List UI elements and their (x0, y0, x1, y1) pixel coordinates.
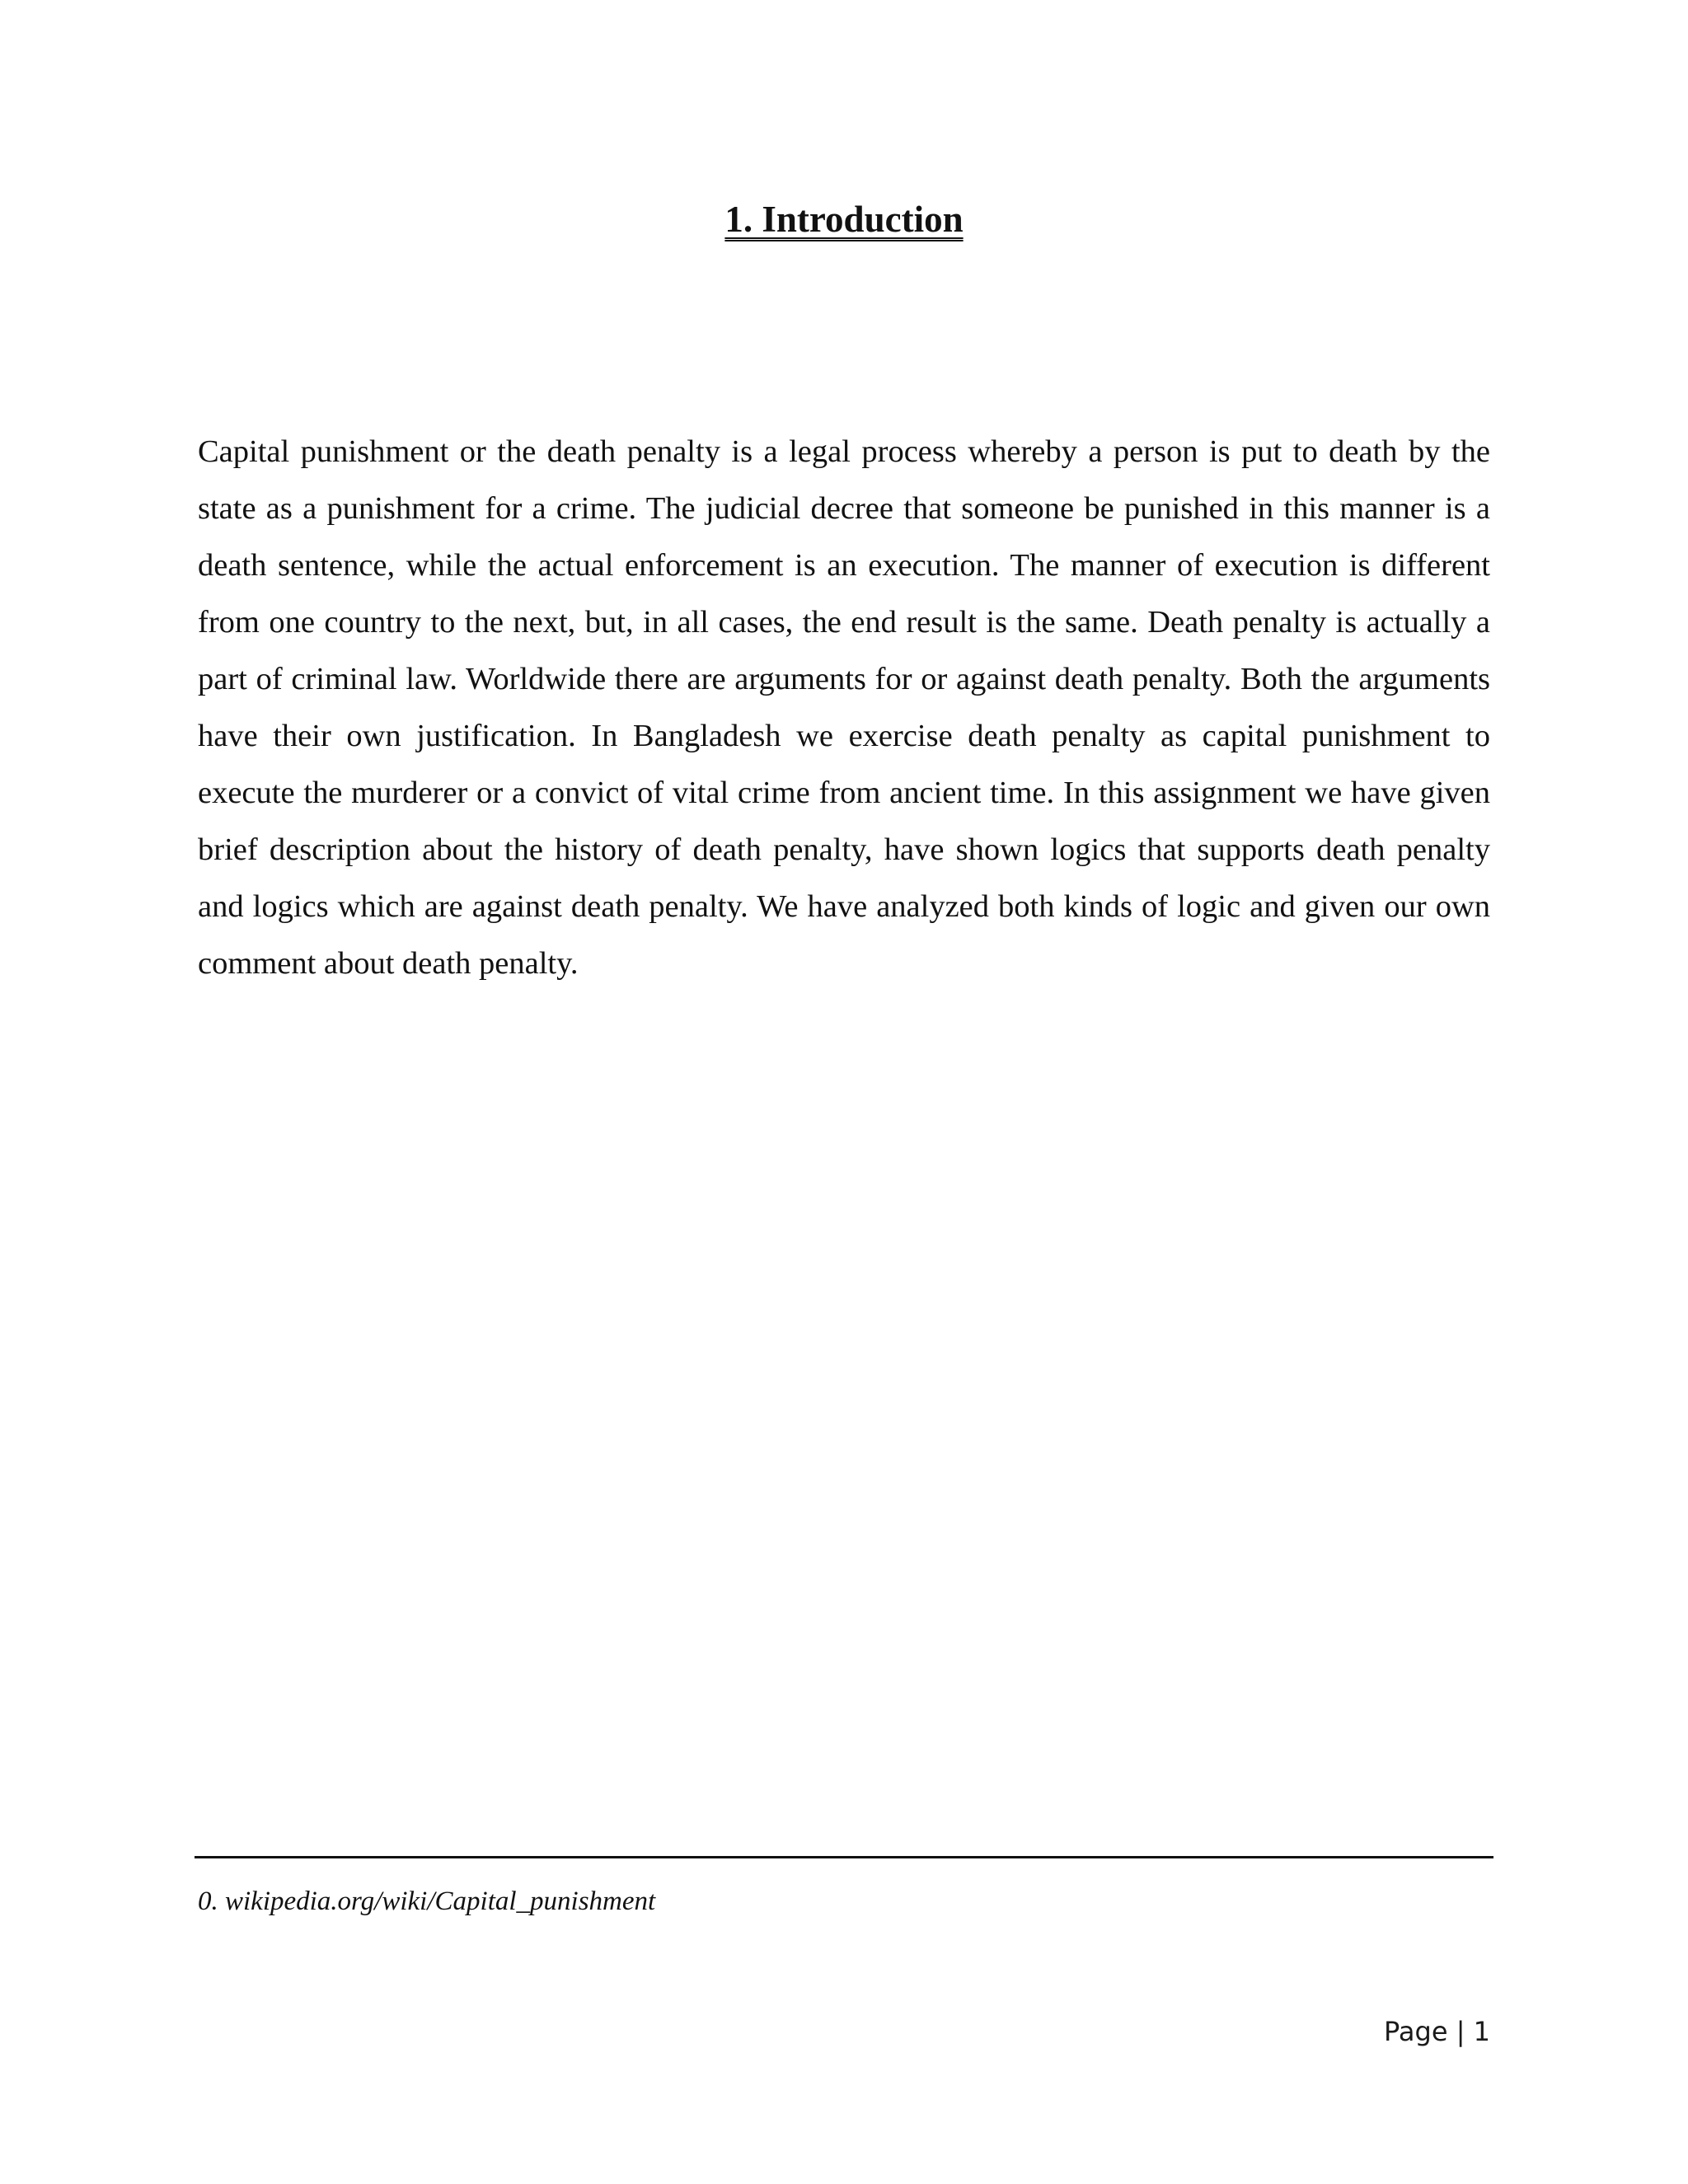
page-number: Page | 1 (1384, 2016, 1490, 2047)
footnote-divider (195, 1856, 1493, 1858)
section-heading-text: 1. Introduction (724, 199, 964, 240)
section-heading (0, 194, 1688, 244)
introduction-paragraph: Capital punishment or the death penalty is a legal process whereby a person is put to death by the state as a punishment for a crime. The judicial decree that someone be punished in this manner is a death sentence, while the actual enforcement is an execution. The manner of execution is different from one country to the next, but, in all cases, the end result is the same. Death penalty is actually a part of criminal law. Worldwide there are arguments for or against death penalty. Both the arguments have their own justification. In Bangladesh we exercise death penalty as capital punishment to execute the murderer or a convict of vital crime from ancient time. In this assignment we have given brief description about the history of death penalty, have shown logics that supports death penalty and logics which are against death penalty. We have analyzed both kinds of logic and given our own comment about death penalty. (198, 434, 1490, 981)
footnote-text: 0. wikipedia.org/wiki/Capital_punishment (198, 1886, 656, 1916)
